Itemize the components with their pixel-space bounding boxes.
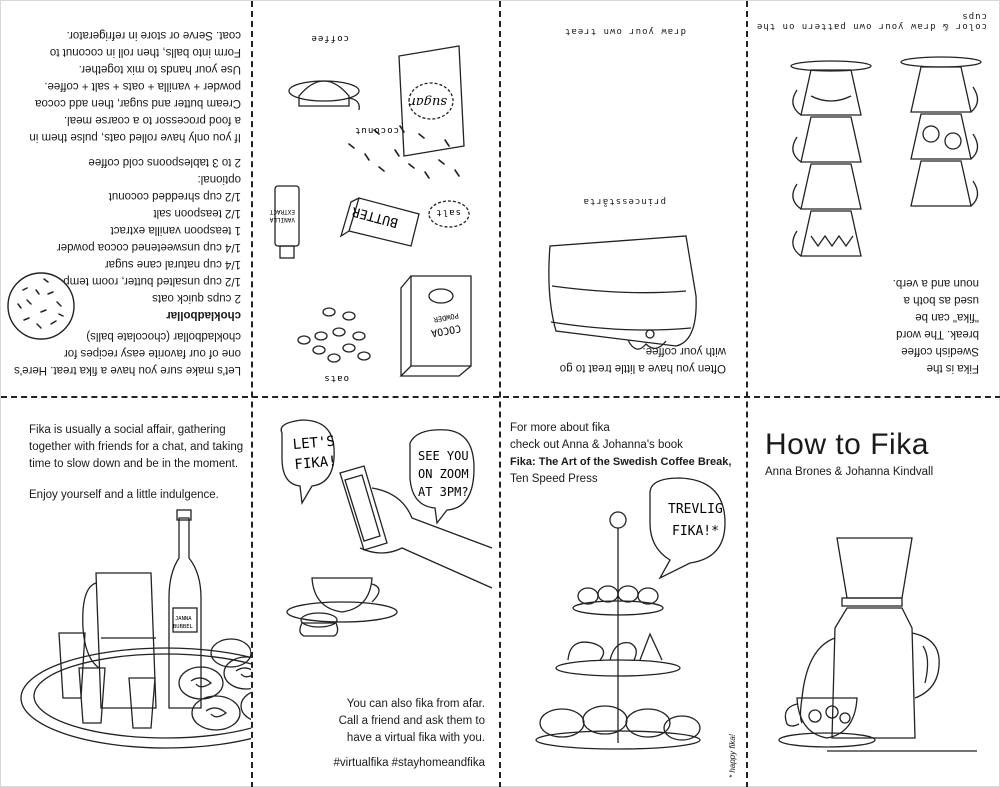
afar-panel	[252, 398, 499, 787]
book-publisher: Ten Speed Press	[510, 473, 598, 485]
cups-heading: color & draw your own pattern on the cups	[755, 11, 987, 31]
method-line: Form into balls, then roll in coconut to	[49, 46, 241, 58]
fika-word-1: Fika is the	[926, 362, 979, 374]
title-panel	[747, 398, 1000, 787]
oats-label: oats	[323, 373, 349, 383]
chocolate-ball-illustration	[1, 1, 251, 396]
recipe-intro-2: one of our favorite easy recipes for	[63, 347, 241, 359]
sugar-label: sugar	[409, 94, 447, 109]
ingredient: 2 to 3 tablespoons cold coffee	[88, 156, 241, 168]
vanilla-label: VANILLA	[269, 216, 295, 223]
method-line: a food processor to a coarse meal.	[63, 114, 241, 126]
bubble-fika-star: FIKA!*	[672, 524, 719, 539]
coffee-pot-illustration	[747, 398, 1000, 787]
hashtags: #virtualfika #stayhomeandfika	[333, 757, 485, 769]
fika-word-3: break. The word	[896, 328, 979, 340]
recipe-title: chokladbollar	[166, 309, 241, 321]
recipe-panel	[1, 1, 251, 396]
social-line-3: time to slow down and be in the moment.	[29, 458, 239, 470]
cocoa-label: COCOA	[430, 322, 462, 339]
fika-word-4: "fika" can be	[915, 311, 979, 323]
treat-caption-2: with your coffee.	[642, 345, 726, 357]
bubble-see-you: SEE YOU	[418, 449, 469, 463]
bottle-label-2: BUBBEL	[173, 624, 193, 630]
ingredient: 1/4 cup unsweetened cocoa powder	[56, 241, 241, 253]
fika-word-6: noun and a verb.	[892, 277, 979, 289]
ingredient: 1/2 cup unsalted butter, room temp	[63, 275, 241, 287]
ingredient: optional:	[197, 173, 241, 185]
social-line-4: Enjoy yourself and a little indulgence.	[29, 489, 219, 501]
afar-line-1: You can also fika from afar.	[346, 698, 485, 710]
fika-word-5: used as both a	[903, 294, 979, 306]
method-line: powder + vanilla + oats + salt + coffee.	[44, 80, 241, 92]
vanilla-sub-label: EXTRACT	[269, 208, 295, 215]
bubble-on-zoom: ON ZOOM	[418, 467, 469, 481]
ingredients-panel	[252, 1, 499, 396]
cake-name: princesstårta	[582, 196, 666, 206]
salt-label: salt	[435, 207, 461, 217]
stacked-cups-illustration	[747, 1, 1000, 396]
footnote-happy-fika: * happy fika!	[728, 733, 737, 778]
cocoa-sub-label: POWDER	[432, 311, 460, 324]
treat-heading: draw your own treat	[564, 26, 686, 36]
treat-caption-1: Often you have a little treat to go	[559, 362, 726, 374]
authors: Anna Brones & Johanna Kindvall	[765, 466, 934, 478]
method-line: If you only have rolled oats, pulse them in	[29, 131, 241, 143]
book-panel	[500, 398, 746, 787]
bubble-fika: FIKA!	[293, 453, 338, 474]
fika-word-2: Swedish coffee	[901, 345, 979, 357]
method-line: Use your hands to mix together.	[78, 63, 241, 75]
bubble-lets: LET'S	[292, 433, 336, 454]
bottle-label-1: JANNA	[175, 616, 192, 622]
ingredient: 1/4 cup natural cane sugar	[104, 258, 241, 270]
ingredient: 1/2 teaspoon salt	[153, 207, 241, 219]
recipe-intro-1: Let's make sure you have a fika treat. Here's	[14, 364, 241, 376]
fika-table-illustration	[1, 398, 251, 787]
bubble-trevlig: TREVLIG	[668, 502, 723, 517]
social-panel	[1, 398, 251, 787]
ingredient: 2 cups quick oats	[152, 292, 241, 304]
cake-stand-illustration	[500, 398, 746, 787]
ingredient: 1/2 cup shredded coconut	[108, 190, 241, 202]
social-line-1: Fika is usually a social affair, gathering	[29, 424, 226, 436]
ingredient: 1 teaspoon vanilla extract	[110, 224, 241, 236]
ingredients-illustration	[252, 1, 499, 396]
method-line: Cream butter and sugar, then add cocoa	[35, 97, 241, 109]
butter-label: BUTTER	[350, 203, 400, 230]
afar-line-3: have a virtual fika with you.	[346, 732, 485, 744]
social-line-2: together with friends for a chat, and taking	[29, 441, 244, 453]
book-title: Fika: The Art of the Swedish Coffee Break,	[510, 456, 732, 468]
treat-panel	[500, 1, 746, 396]
coconut-label: coconut	[354, 125, 399, 135]
book-line-2: check out Anna & Johanna's book	[510, 439, 683, 451]
page-title: How to Fika	[765, 428, 929, 461]
method-line: coat. Serve or store in refrigerator.	[66, 29, 241, 41]
bubble-at-3pm: AT 3PM?	[418, 485, 469, 499]
recipe-intro-3: chokladbollar (chocolate balls)	[86, 330, 241, 342]
book-line-1: For more about fika	[510, 422, 610, 434]
coffee-label: coffee	[310, 33, 349, 43]
afar-line-2: Call a friend and ask them to	[338, 715, 485, 727]
cups-panel	[747, 1, 1000, 396]
